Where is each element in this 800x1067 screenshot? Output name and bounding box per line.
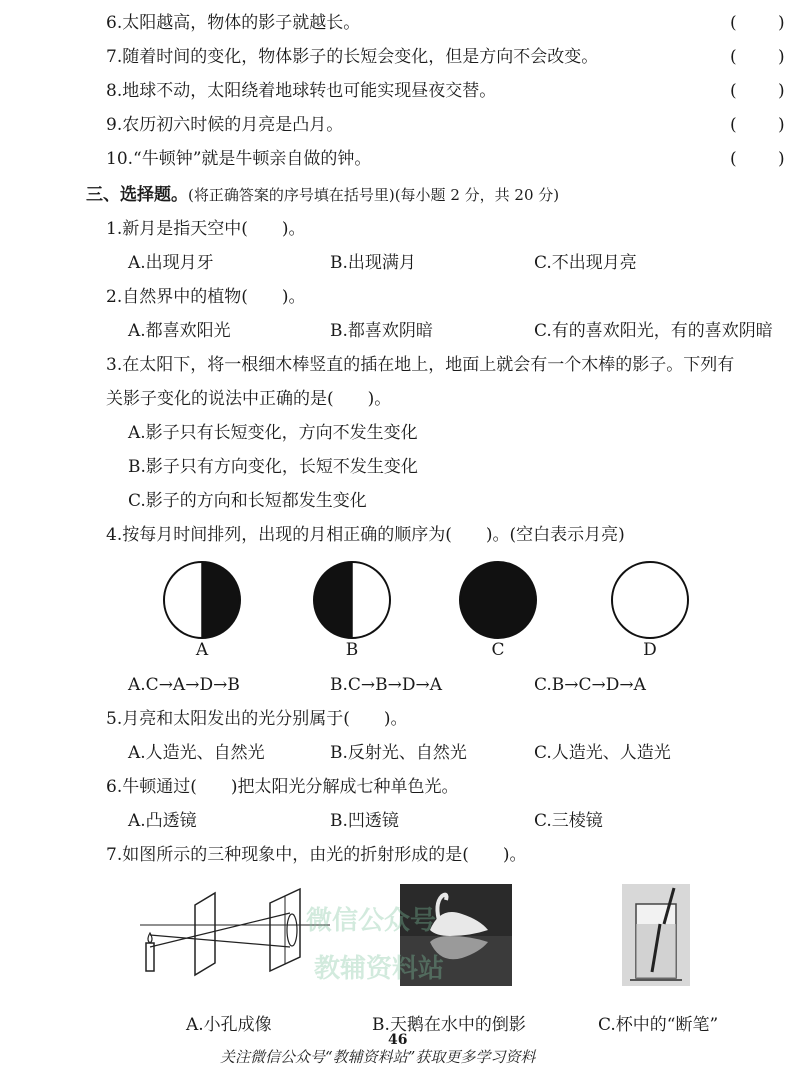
question-stem: 4.按每月时间排列，出现的月相正确的顺序为( )。(空白表示月亮) bbox=[106, 525, 625, 545]
question-stem: 6.牛顿通过( )把太阳光分解成七种单色光。 bbox=[106, 777, 459, 797]
question-stem: 1.新月是指天空中( )。 bbox=[106, 219, 306, 239]
paren-right: ) bbox=[778, 47, 785, 67]
paren-left: ( bbox=[730, 115, 737, 135]
moon-phase-a bbox=[164, 562, 240, 638]
judgment-item: 6.太阳越高，物体的影子就越长。 bbox=[106, 13, 361, 33]
option-a[interactable]: A.C→A→D→B bbox=[128, 675, 240, 695]
option-b[interactable]: B.C→B→D→A bbox=[330, 675, 443, 695]
paren-left: ( bbox=[730, 47, 737, 67]
option-c[interactable]: C.B→C→D→A bbox=[534, 675, 646, 695]
judgment-item: 8.地球不动，太阳绕着地球转也可能实现昼夜交替。 bbox=[106, 81, 497, 101]
paren-left: ( bbox=[730, 149, 737, 169]
option-a[interactable]: A.影子只有长短变化，方向不发生变化 bbox=[128, 423, 418, 443]
judgment-item: 7.随着时间的变化，物体影子的长短会变化，但是方向不会改变。 bbox=[106, 47, 599, 67]
option-a[interactable]: A.凸透镜 bbox=[128, 811, 197, 831]
section-title: 三、选择题。 bbox=[86, 185, 188, 205]
question-stem: 7.如图所示的三种现象中，由光的折射形成的是( )。 bbox=[106, 845, 527, 865]
judgment-item: 9.农历初六时候的月亮是凸月。 bbox=[106, 115, 344, 135]
section-header bbox=[86, 184, 559, 206]
option-a[interactable]: A.都喜欢阳光 bbox=[128, 321, 231, 341]
option-a[interactable]: A.出现月牙 bbox=[128, 253, 214, 273]
paren-left: ( bbox=[730, 81, 737, 101]
judgment-item: 10.“牛顿钟”就是牛顿亲自做的钟。 bbox=[106, 149, 372, 169]
paren-right: ) bbox=[778, 115, 785, 135]
option-c[interactable]: C.不出现月亮 bbox=[534, 253, 637, 273]
broken-pencil-photo bbox=[622, 884, 690, 986]
moon-label-a: A bbox=[195, 640, 209, 660]
page-number: 46 bbox=[388, 1032, 408, 1048]
option-c[interactable]: C.三棱镜 bbox=[534, 811, 603, 831]
option-b[interactable]: B.凹透镜 bbox=[330, 811, 399, 831]
question-stem: 3.在太阳下，将一根细木棒竖直的插在地上，地面上就会有一个木棒的影子。下列有 bbox=[106, 355, 735, 375]
figure-caption-c: C.杯中的“断笔” bbox=[598, 1015, 719, 1035]
question-stem: 5.月亮和太阳发出的光分别属于( )。 bbox=[106, 709, 408, 729]
watermark-line-1: 微信公众号 bbox=[306, 906, 437, 936]
moon-label-b: B bbox=[345, 640, 359, 660]
moon-label-c: C bbox=[491, 640, 505, 660]
option-c[interactable]: C.有的喜欢阳光，有的喜欢阴暗 bbox=[534, 321, 773, 341]
figure-caption-b: B.天鹅在水中的倒影 bbox=[372, 1015, 526, 1035]
footer-text: 关注微信公众号“教辅资料站”获取更多学习资料 bbox=[220, 1048, 536, 1066]
moon-phase-c bbox=[460, 562, 536, 638]
paren-left: ( bbox=[730, 13, 737, 33]
question-stem: 2.自然界中的植物( )。 bbox=[106, 287, 306, 307]
option-b[interactable]: B.出现满月 bbox=[330, 253, 416, 273]
paren-right: ) bbox=[778, 13, 785, 33]
section-note: (将正确答案的序号填在括号里)(每小题 2 分，共 20 分) bbox=[188, 186, 560, 204]
paren-right: ) bbox=[778, 81, 785, 101]
option-b[interactable]: B.影子只有方向变化，长短不发生变化 bbox=[128, 457, 418, 477]
moon-phase-figure bbox=[150, 556, 710, 646]
figure-caption-a: A.小孔成像 bbox=[186, 1015, 272, 1035]
moon-label-d: D bbox=[643, 640, 657, 660]
watermark-line-2: 教辅资料站 bbox=[314, 954, 445, 984]
option-b[interactable]: B.反射光、自然光 bbox=[330, 743, 467, 763]
option-c[interactable]: C.影子的方向和长短都发生变化 bbox=[128, 491, 367, 511]
watermark bbox=[300, 900, 520, 990]
paren-right: ) bbox=[778, 149, 785, 169]
option-a[interactable]: A.人造光、自然光 bbox=[128, 743, 265, 763]
moon-phase-d bbox=[612, 562, 688, 638]
moon-phase-b bbox=[314, 562, 390, 638]
option-c[interactable]: C.人造光、人造光 bbox=[534, 743, 671, 763]
question-stem-cont: 关影子变化的说法中正确的是( )。 bbox=[106, 389, 392, 409]
option-b[interactable]: B.都喜欢阴暗 bbox=[330, 321, 433, 341]
